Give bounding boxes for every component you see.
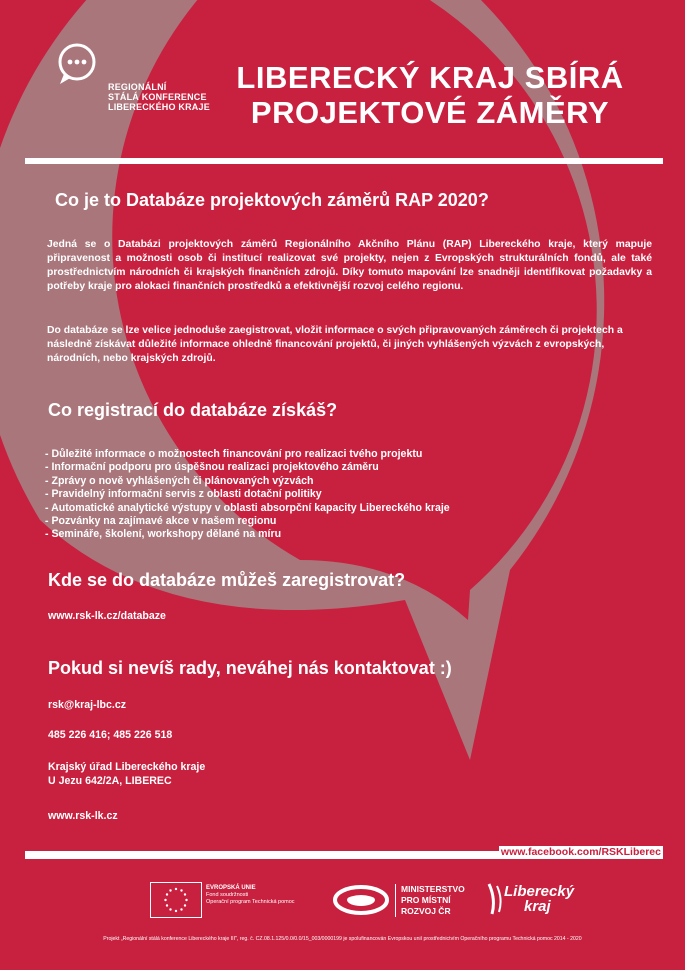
eu-logo-line: Fond soudržnosti [206, 892, 249, 898]
list-item: - Pozvánky na zajímavé akce v našem regionu [45, 515, 277, 528]
section-heading-benefits: Co registrací do databáze získáš? [48, 400, 338, 420]
benefits-list [45, 448, 450, 542]
mmr-logo-icon [333, 884, 389, 916]
section-heading-database: Co je to Databáze projektových záměrů RAP 2020? [55, 190, 489, 210]
database-description: Jedná se o Databázi projektových záměrů Regionálního Akčního Plánu (RAP) Libereckého kraje, který mapuje připravenost a možnosti osob či institucí realizovat své projekty, nejen z Evropských strukturálních fondů, ale také prostřednictvím národních či krajských finančních zdrojů. Díky tomuto mapování lze snadněji identifikovat požadavky a potřeby kraje pro alokaci finančních prostředků a efektivnější rozvoj celého regionu. [47, 239, 652, 292]
poster-title-line: LIBERECKÝ KRAJ SBÍRÁ [236, 60, 624, 95]
eu-logo-line: EVROPSKÁ UNIE [206, 885, 256, 891]
list-item: - Zprávy o nově vyhlášených či plánovaných výzvách [45, 474, 314, 487]
database-link[interactable]: www.rsk-lk.cz/databaze [48, 610, 166, 622]
list-item: - Informační podporu pro úspěšnou realizaci projektového záměru [45, 461, 379, 474]
eu-flag-icon [150, 882, 202, 918]
mmr-logo-text [395, 884, 465, 917]
org-name-line: STÁLÁ KONFERENCE [108, 92, 207, 102]
eu-logo-text [206, 885, 295, 906]
list-item: - Automatické analytické výstupy v oblasti absorpční kapacity Libereckého kraje [45, 501, 450, 514]
mmr-logo-line: MINISTERSTVO [401, 884, 465, 894]
section-heading-register: Kde se do databáze můžeš zaregistrovat? [48, 570, 406, 590]
liberecky-kraj-logo-icon [486, 882, 506, 916]
database-registration-info: Do databáze se lze velice jednoduše zaegistrovat, vložit informace o svých připravovaných záměrech či projektech a následně získávat důležité informace ohledně financování projektů, či jiných vyhlášených výzvách z evropských, národních, nebo krajských zdrojů. [47, 325, 623, 364]
list-item: - Pravidelný informační servis z oblasti dotační politiky [45, 488, 322, 501]
list-item: - Semináře, školení, workshopy dělané na míru [45, 528, 282, 541]
org-name-line: LIBERECKÉHO KRAJE [108, 102, 210, 112]
contact-address-line: U Jezu 642/2A, LIBEREC [48, 775, 172, 787]
mmr-logo-line: ROZVOJ ČR [401, 906, 451, 916]
section-heading-contact: Pokud si nevíš rady, neváhej nás kontaktovat :) [48, 658, 452, 678]
contact-address-line: Krajský úřad Libereckého kraje [48, 761, 206, 773]
mmr-logo-line: PRO MÍSTNÍ [401, 895, 451, 905]
facebook-link[interactable]: www.facebook.com/RSKLiberec [500, 846, 661, 858]
eu-logo-line: Operační program Technická pomoc [206, 899, 295, 905]
poster-title-line: PROJEKTOVÉ ZÁMĚRY [250, 95, 610, 130]
website-link[interactable]: www.rsk-lk.cz [48, 810, 118, 822]
contact-email-link[interactable]: rsk@kraj-lbc.cz [48, 699, 127, 711]
liberecky-kraj-logo-line: Liberecký [504, 883, 575, 900]
contact-phones: 485 226 416; 485 226 518 [48, 729, 173, 741]
org-name-line: REGIONÁLNÍ [108, 82, 167, 92]
project-funding-note: Projekt „Regionální stálá konference Libereckého kraje III", reg. č. CZ.08.1.125/0.0/0.0/15_003/0000199 je spolufinancován Evropskou unií prostřednictvím Operačního programu Technická pomoc 2014 - 2020 [103, 936, 582, 942]
list-item: - Důležité informace o možnostech financování pro realizaci tvého projektu [45, 448, 423, 460]
poster-title [210, 60, 650, 130]
liberecky-kraj-logo-line: kraj [524, 898, 551, 915]
divider [25, 158, 663, 164]
liberecky-kraj-logo-text [504, 884, 574, 914]
org-name [108, 82, 210, 112]
